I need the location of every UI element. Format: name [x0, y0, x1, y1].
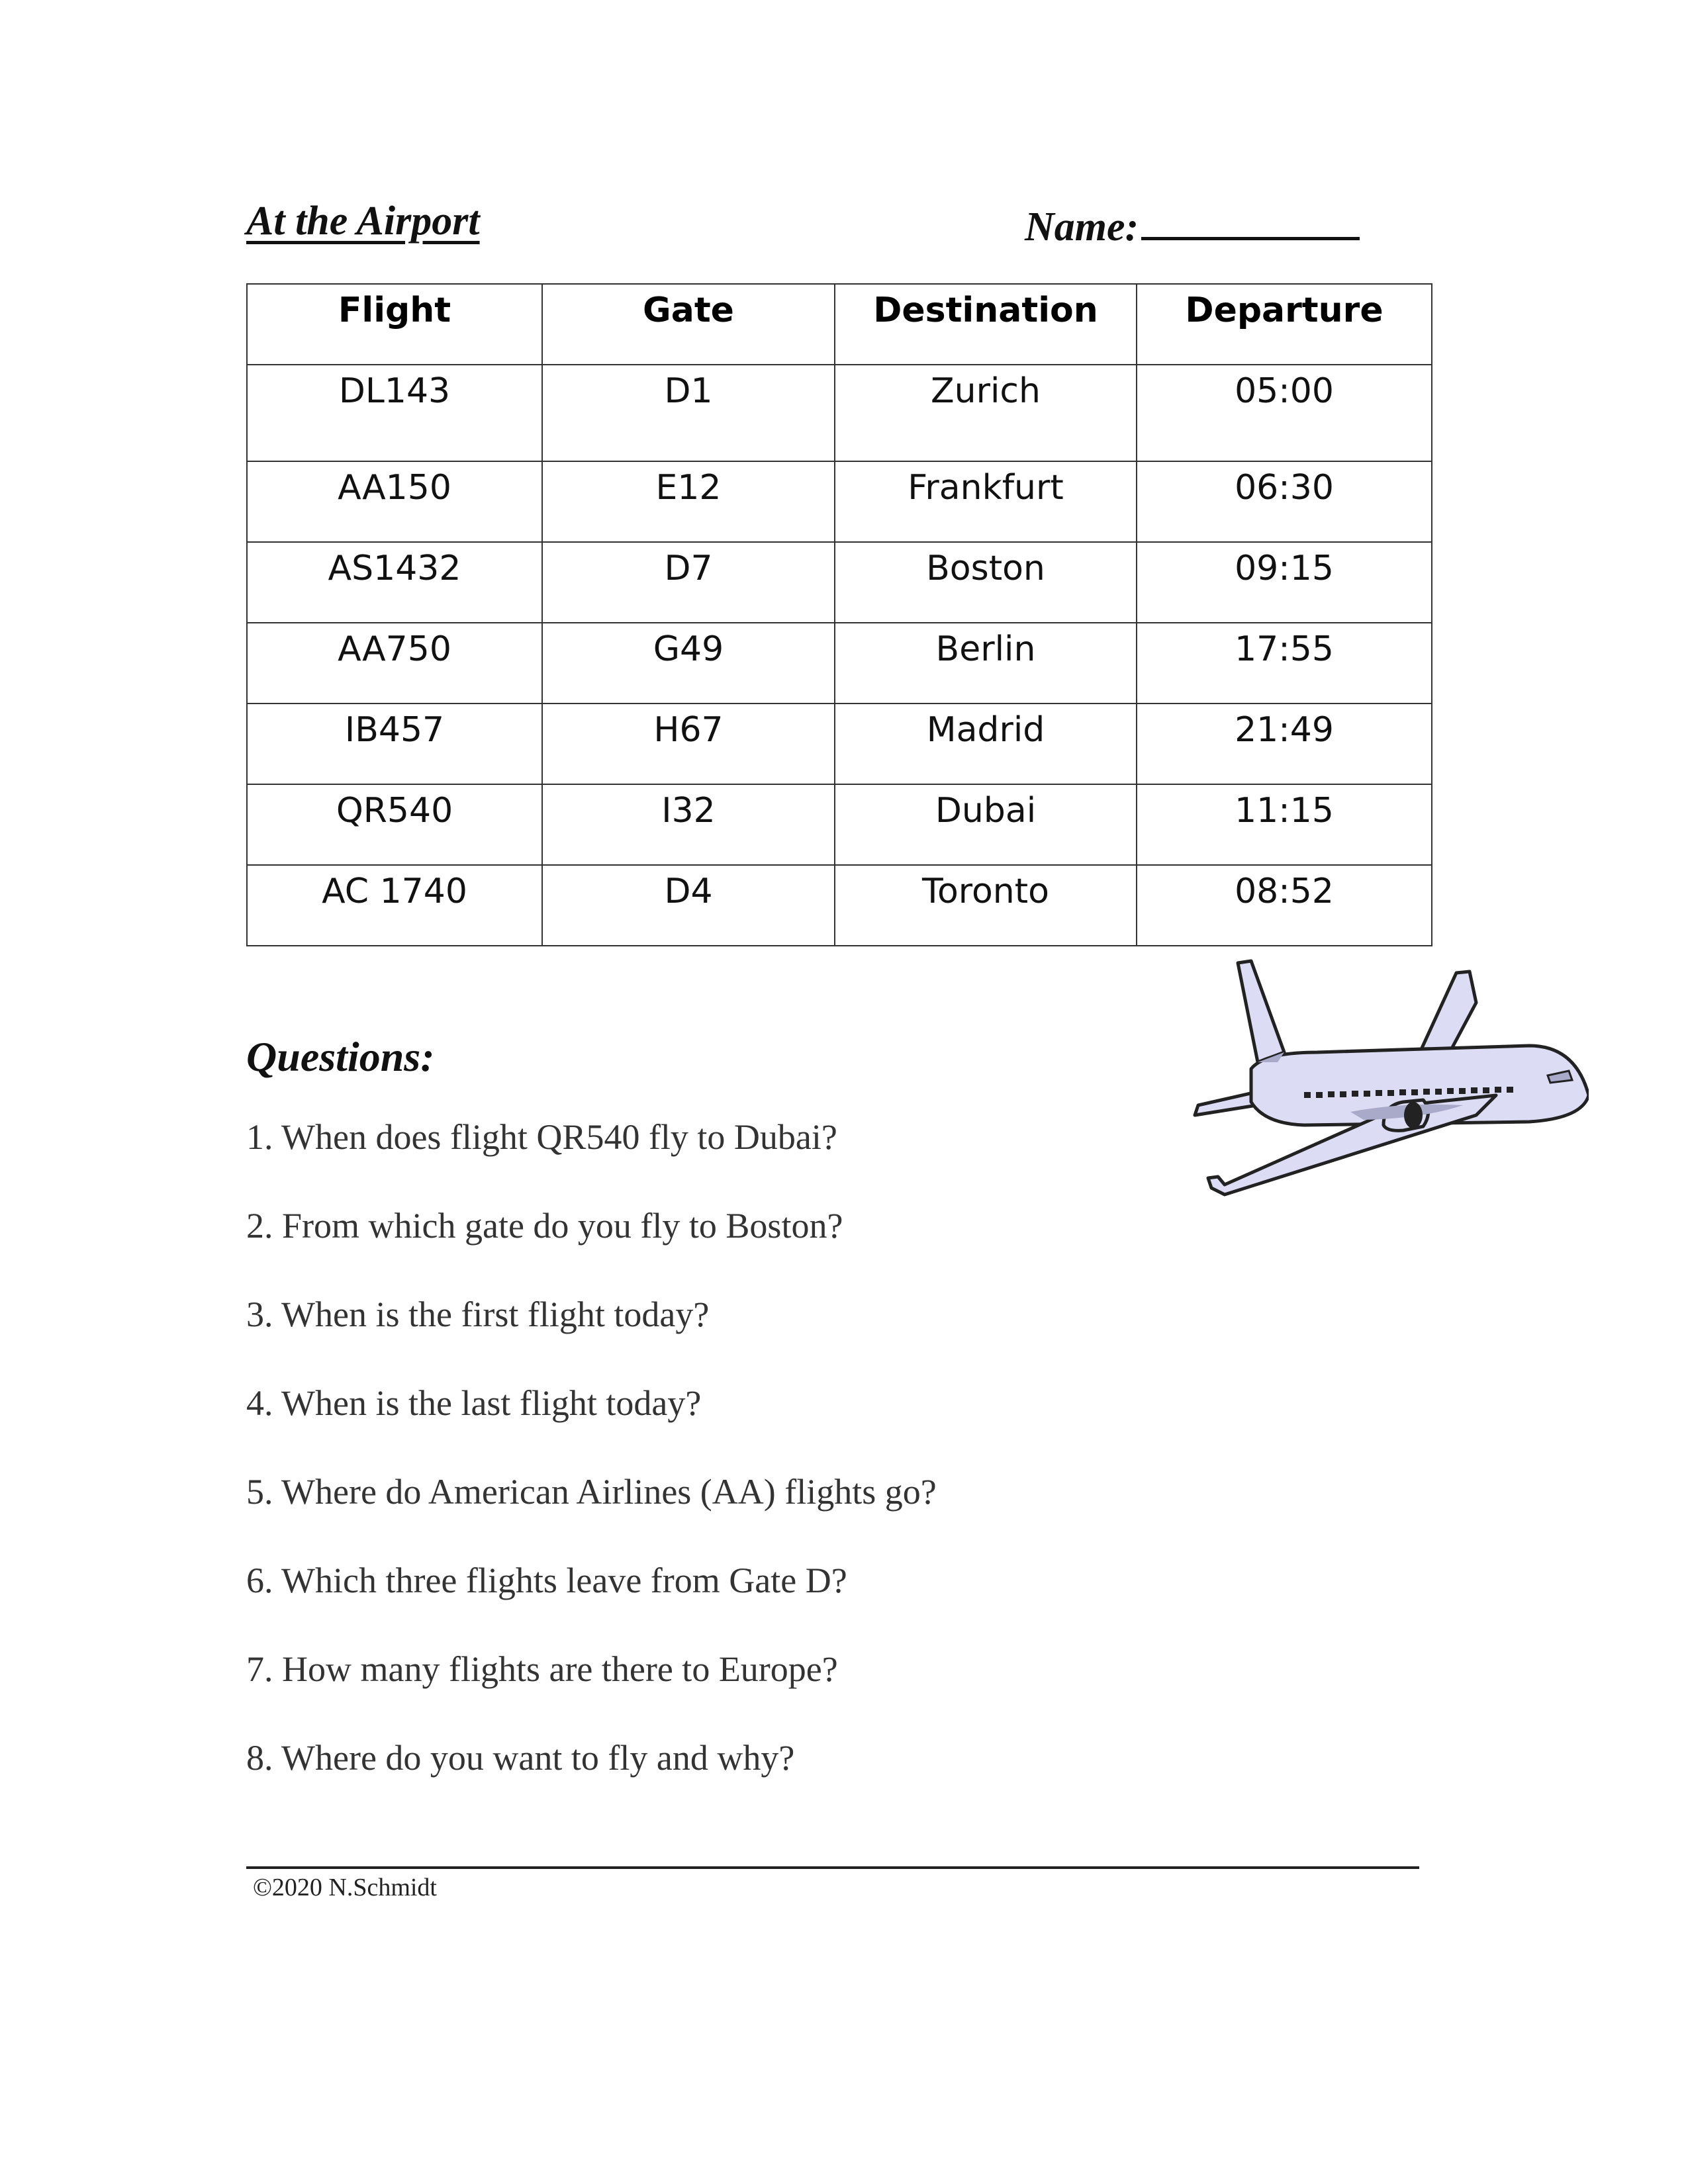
question-item: 6. Which three flights leave from Gate D? — [246, 1561, 847, 1600]
flight-cell: DL143 — [247, 365, 542, 461]
name-label: Name: — [1025, 205, 1139, 250]
questions-heading: Questions: — [246, 1033, 435, 1080]
flight-cell: AC 1740 — [247, 865, 542, 946]
destination-cell: Boston — [835, 542, 1137, 623]
destination-cell: Frankfurt — [835, 461, 1137, 542]
flight-cell: QR540 — [247, 784, 542, 865]
gate-cell: E12 — [542, 461, 835, 542]
question-item: 5. Where do American Airlines (AA) flights go? — [246, 1472, 937, 1512]
gate-cell: D4 — [542, 865, 835, 946]
destination-cell: Zurich — [835, 365, 1137, 461]
table-header-row — [247, 284, 1432, 365]
question-item: 4. When is the last flight today? — [246, 1383, 702, 1423]
gate-cell: D1 — [542, 365, 835, 461]
flight-cell: AA750 — [247, 623, 542, 704]
destination-cell: Berlin — [835, 623, 1137, 704]
questions-list — [246, 1117, 937, 1827]
departure-cell: 17:55 — [1137, 623, 1432, 704]
flight-cell: IB457 — [247, 704, 542, 784]
departure-cell: 08:52 — [1137, 865, 1432, 946]
column-header-gate: Gate — [542, 284, 835, 365]
question-item: 7. How many flights are there to Europe? — [246, 1649, 838, 1689]
copyright-notice: ©2020 N.Schmidt — [253, 1874, 437, 1901]
gate-cell: I32 — [542, 784, 835, 865]
airplane-icon — [1185, 953, 1589, 1218]
flight-cell: AS1432 — [247, 542, 542, 623]
departure-cell: 09:15 — [1137, 542, 1432, 623]
column-header-flight: Flight — [247, 284, 542, 365]
table-row — [247, 704, 1432, 784]
question-item: 8. Where do you want to fly and why? — [246, 1738, 795, 1778]
destination-cell: Toronto — [835, 865, 1137, 946]
flight-schedule-table — [246, 283, 1432, 946]
table-row — [247, 542, 1432, 623]
question-item: 3. When is the first flight today? — [246, 1295, 710, 1334]
column-header-departure: Departure — [1137, 284, 1432, 365]
question-item: 1. When does flight QR540 fly to Dubai? — [246, 1117, 837, 1157]
table-row — [247, 623, 1432, 704]
column-header-destination: Destination — [835, 284, 1137, 365]
footer-divider — [246, 1866, 1419, 1869]
table-row — [247, 784, 1432, 865]
table-row — [247, 865, 1432, 946]
gate-cell: H67 — [542, 704, 835, 784]
name-blank-line — [1141, 199, 1360, 240]
worksheet-title: At the Airport — [246, 199, 480, 244]
departure-cell: 05:00 — [1137, 365, 1432, 461]
gate-cell: G49 — [542, 623, 835, 704]
departure-cell: 06:30 — [1137, 461, 1432, 542]
question-item: 2. From which gate do you fly to Boston? — [246, 1206, 843, 1246]
destination-cell: Dubai — [835, 784, 1137, 865]
destination-cell: Madrid — [835, 704, 1137, 784]
departure-cell: 11:15 — [1137, 784, 1432, 865]
table-row — [247, 365, 1432, 461]
name-field — [1025, 199, 1360, 250]
departure-cell: 21:49 — [1137, 704, 1432, 784]
flight-cell: AA150 — [247, 461, 542, 542]
table-row — [247, 461, 1432, 542]
gate-cell: D7 — [542, 542, 835, 623]
